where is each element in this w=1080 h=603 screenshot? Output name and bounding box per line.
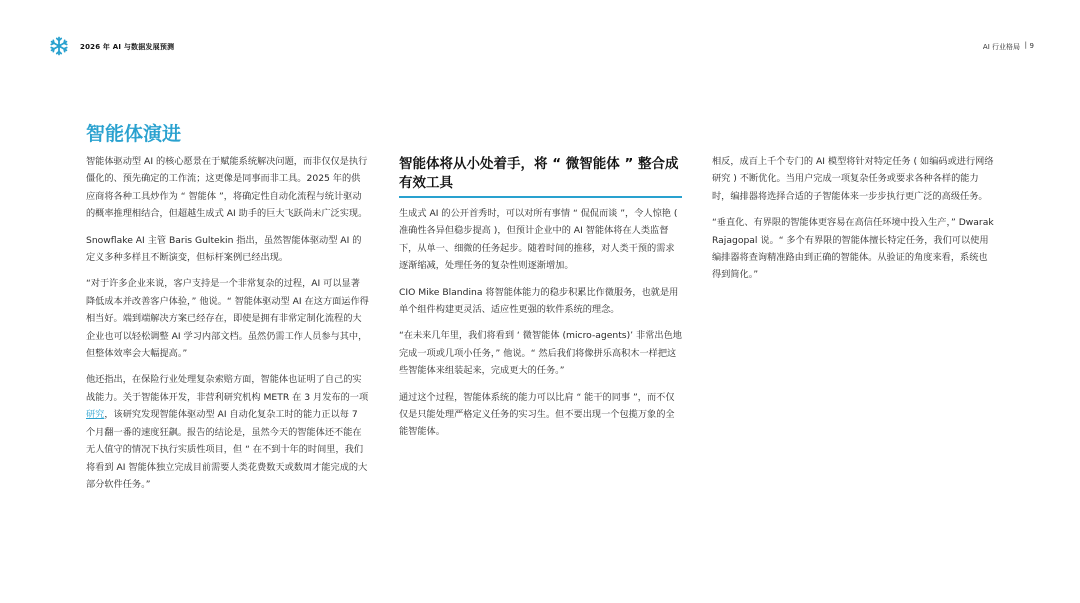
research-link[interactable]: 研究 xyxy=(86,409,105,421)
column-2 xyxy=(399,205,682,450)
col1-paragraph-1: 智能体驱动型 AI 的核心愿景在于赋能系统解决问题，而非仅仅是执行僵化的、预先确定的工作流；这更像是同事而非工具。2025 年的供应商将各种工具炒作为 “ 智能体 ”，将确定性自动化流程与统计驱动的概率推理相结合，但超越生成式 AI 助手的巨大飞跃尚未广泛实现。 xyxy=(86,156,368,220)
section-label: AI 行业格局 xyxy=(982,43,1020,51)
sub-heading-divider xyxy=(399,196,682,198)
col3-paragraph-2: “垂直化、有界限的智能体更容易在高信任环境中投入生产，” Dwarak Rajagopal 说。“ 多个有界限的智能体擅长特定任务，我们可以使用编排器将查询精准路由到正确的智能体。从验证的角度来看，系统也得到简化。” xyxy=(712,217,994,281)
col2-paragraph-4: 通过这个过程，智能体系统的能力可以比肩 “ 能干的同事 ”，而不仅仅是只能处理严格定义任务的实习生。但不要出现一个包揽万象的全能智能体。 xyxy=(399,391,675,438)
page-number: 9 xyxy=(1029,42,1034,50)
page-heading: 智能体演进 xyxy=(86,123,182,145)
col3-paragraph-1: 相反，成百上千个专门的 AI 模型将针对特定任务 ( 如编码或进行网络研究 ) 不断优化。当用户完成一项复杂任务或要求各种各样的能力时，编排器将选择合适的子智能体来一步步执行更广泛的高级任务。 xyxy=(712,156,994,202)
header-separator: | xyxy=(1024,41,1027,49)
column-3 xyxy=(712,153,995,293)
col2-paragraph-1: 生成式 AI 的公开首秀时，可以对所有事情 “ 侃侃而谈 ”，令人惊艳 ( 准确性各异但稳步提高 )，但预计企业中的 AI 智能体将在人类监督下，从单一、细微的任务起步。随着时间的推移，对人类干预的需求逐渐缩减，处理任务的复杂性则逐渐增加。 xyxy=(399,208,678,272)
col1-paragraph-3: “对于许多企业来说，客户支持是一个非常复杂的过程，AI 可以显著降低成本并改善客户体验，” 他说。“ 智能体驱动型 AI 在这方面运作得相当好。端到端解决方案已经存在，即使是拥有非常定制化流程的大企业也可以轻松调整 AI 学习内部文档。虽然仍需工作人员参与其中，但整体效率会大幅提高。” xyxy=(86,278,369,360)
col1-p4-text-after: ，该研究发现智能体驱动型 AI 自动化复杂工时的能力正以每 7 个月翻一番的速度狂飙。报告的结论是，虽然今天的智能体还不能在无人值守的情况下执行实质性项目，但 “ 在不到十年的时间里，我们将看到 AI 智能体独立完成目前需要人类花费数天或数周才能完成的大部分软件任务。” xyxy=(86,409,368,490)
col1-paragraph-2: Snowflake AI 主管 Baris Gultekin 指出，虽然智能体驱动型 AI 的定义多种多样且不断演变，但标杆案例已经出现。 xyxy=(86,234,362,264)
col2-paragraph-2: CIO Mike Blandina 将智能体能力的稳步积累比作微服务，也就是用单个组件构建更灵活、适应性更强的软件系统的理念。 xyxy=(399,286,679,316)
col1-paragraph-4 xyxy=(86,371,369,493)
document-title: 2026 年 AI 与数据发展预测 xyxy=(80,43,175,51)
snowflake-icon xyxy=(49,36,69,56)
col2-paragraph-3: “在未来几年里，我们将看到 ‘ 微智能体 (micro-agents)’ 非常出色地完成一项或几项小任务，” 他说。“ 然后我们将像拼乐高积木一样把这些智能体来组装起来，完成更大的任务。” xyxy=(399,330,682,377)
sub-heading: 智能体将从小处着手，将 “ 微智能体 ” 整合成有效工具 xyxy=(399,156,679,191)
col1-p4-text-before: 他还指出，在保险行业处理复杂索赔方面，智能体也证明了自己的实战能力。关于智能体开发，非营利研究机构 METR 在 3 月发布的一项 xyxy=(86,374,369,403)
column-1 xyxy=(86,153,369,502)
